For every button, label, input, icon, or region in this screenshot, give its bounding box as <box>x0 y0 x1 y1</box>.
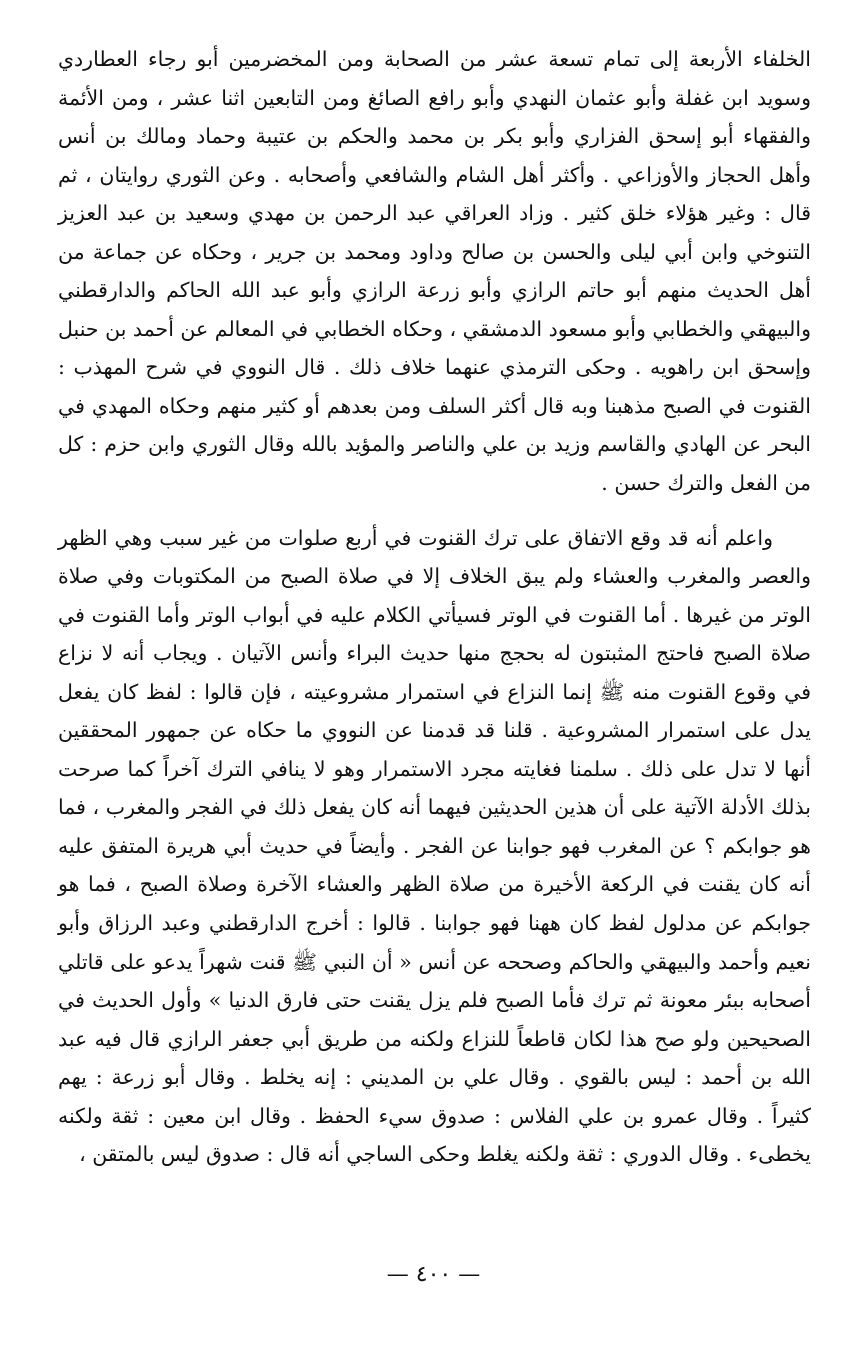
paragraph-2: واعلم أنه قد وقع الاتفاق على ترك القنوت في أربع صلوات من غير سبب وهي الظهر والعصر والمغرب والعشاء ولم يبق الخلاف إلا في صلاة الصبح من المكتوبات وفي صلاة الوتر من غيرها . أما القنوت في الوتر فسيأتي الكلام عليه في أبواب الوتر وأما القنوت في صلاة الصبح فاحتج المثبتون له بحجج منها حديث البراء وأنس الآتيان . ويجاب أنه لا نزاع في وقوع القنوت منه ﷺ إنما النزاع في استمرار مشروعيته ، فإن قالوا : لفظ كان يفعل يدل على استمرار المشروعية . قلنا قد قدمنا عن النووي ما حكاه عن جمهور المحققين أنها لا تدل على ذلك . سلمنا فغايته مجرد الاستمرار وهو لا ينافي الترك آخراً كما صرحت بذلك الأدلة الآتية على أن هذين الحديثين فيهما أنه كان يفعل ذلك في الفجر والمغرب ، فما هو جوابكم ؟ عن المغرب فهو جوابنا عن الفجر . وأيضاً في حديث أبي هريرة المتفق عليه أنه كان يقنت في الركعة الأخيرة من صلاة الظهر والعشاء الآخرة وصلاة الصبح ، فما هو جوابكم عن مدلول لفظ كان ههنا فهو جوابنا . قالوا : أخرج الدارقطني وعبد الرزاق وأبو نعيم وأحمد والبيهقي والحاكم وصححه عن أنس « أن النبي ﷺ قنت شهراً يدعو على قاتلي أصحابه ببئر معونة ثم ترك فأما الصبح فلم يزل يقنت حتى فارق الدنيا » وأول الحديث في الصحيحين ولو صح هذا لكان قاطعاً للنزاع ولكنه من طريق أبي جعفر الرازي قال فيه عبد الله بن أحمد : ليس بالقوي . وقال علي بن المديني : إنه يخلط . وقال أبو زرعة : يهم كثيراً . وقال عمرو بن علي الفلاس : صدوق سيء الحفظ . وقال ابن معين : ثقة ولكنه يخطىء . وقال الدوري : ثقة ولكنه يغلط وحكى الساجي أنه قال : صدوق ليس بالمتقن ، <box>58 525 811 1167</box>
page-number: — ٤٠٠ — <box>386 1262 481 1287</box>
paragraph-1: الخلفاء الأربعة إلى تمام تسعة عشر من الصحابة ومن المخضرمين أبو رجاء العطاردي وسويد ابن غفلة وأبو عثمان النهدي وأبو رافع الصائغ ومن التابعين اثنا عشر ، ومن الأئمة والفقهاء أبو إسحق الفزاري وأبو بكر بن محمد والحكم بن عتيبة وحماد ومالك بن أنس وأهل الحجاز والأوزاعي . وأكثر أهل الشام والشافعي وأصحابه . وعن الثوري روايتان ، ثم قال : وغير هؤلاء خلق كثير . وزاد العراقي عبد الرحمن بن مهدي وسعيد بن عبد العزيز التنوخي وابن أبي ليلى والحسن بن صالح وداود ومحمد بن جرير ، وحكاه عن جماعة من أهل الحديث منهم أبو حاتم الرازي وأبو زرعة الرازي وأبو عبد الله الحاكم والدارقطني والبيهقي والخطابي وأبو مسعود الدمشقي ، وحكاه الخطابي في المعالم عن أحمد بن حنبل وإسحق ابن راهويه . وحكى الترمذي عنهما خلاف ذلك . قال النووي في شرح المهذب : القنوت في الصبح مذهبنا وبه قال أكثر السلف ومن بعدهم أو كثير منهم وحكاه المهدي في البحر عن الهادي والقاسم وزيد بن علي والناصر والمؤيد بالله وقال الثوري وابن حزم : كل من الفعل والترك حسن . <box>58 47 811 496</box>
body-text <box>58 40 811 1174</box>
